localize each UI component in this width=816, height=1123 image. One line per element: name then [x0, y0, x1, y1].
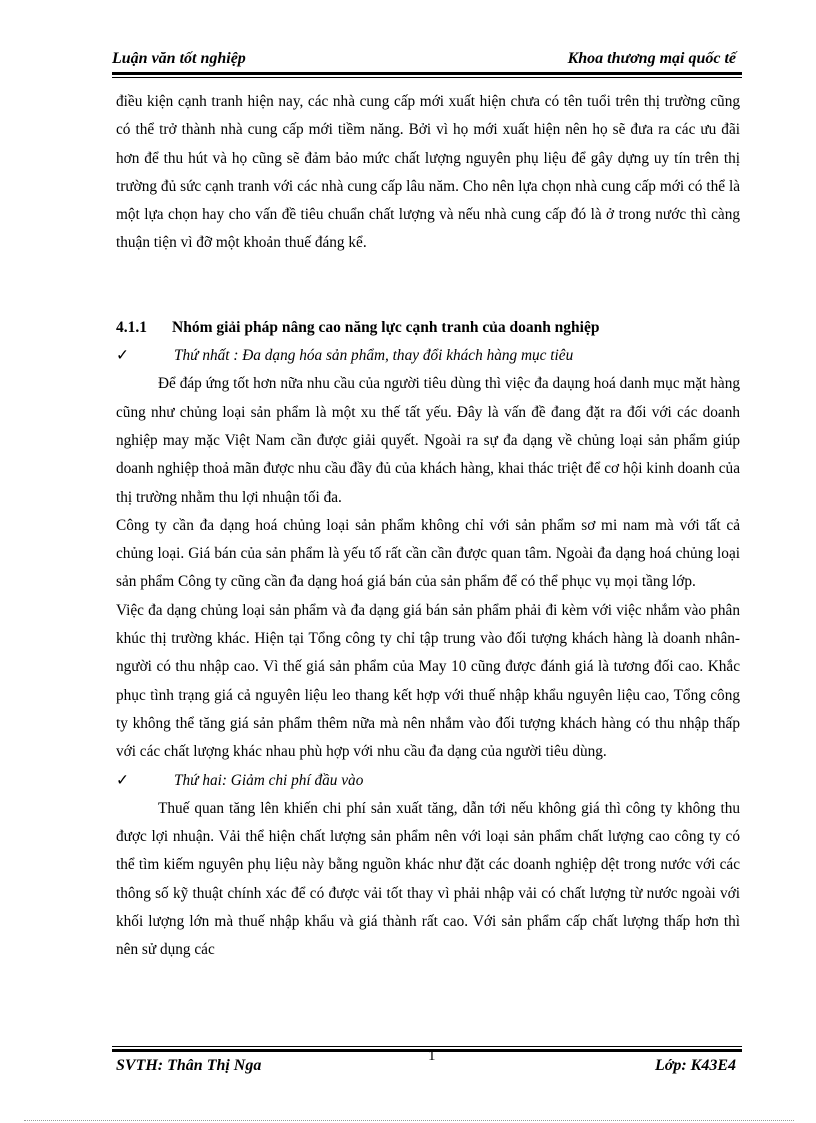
header-rule-thin [112, 77, 742, 78]
bullet-text-first: Thứ nhất : Đa dạng hóa sản phẩm, thay đổi khách hàng mục tiêu [174, 347, 574, 365]
footer-class-code: Lớp: K43E4 [654, 1057, 736, 1074]
footer-student-name: SVTH: Thân Thị Nga [116, 1057, 262, 1074]
checkmark-icon: ✓ [116, 347, 129, 365]
section-title: Nhóm giải pháp nâng cao năng lực cạnh tranh của doanh nghiệp [172, 318, 600, 336]
paragraph-diversification: Để đáp ứng tốt hơn nữa nhu cầu của người tiêu dùng thì việc đa daụng hoá danh mục mặt hàng cũng như chủng loại sản phẩm là một xu thế tất yếu. Đây là vấn đề đang đặt ra đối với các doanh nghiệp may mặc Việt Nam cần được giải quyết. Ngoài ra sự đa dạng về chủng loại sản phẩm giúp doanh nghiệp thoả mãn được nhu cầu đầy đủ của khách hàng, khai thác triệt để cơ hội kinh doanh của thị trường nhằm thu lợi nhuận tối đa. [116, 375, 740, 506]
page-number: 1 [428, 1048, 436, 1064]
header-thesis-title: Luận văn tốt nghiệp [112, 50, 246, 67]
page-header [112, 46, 740, 70]
page-footer [116, 1048, 740, 1078]
bullet-item-first [116, 342, 740, 370]
header-faculty-name: Khoa thương mại quốc tế [567, 50, 736, 67]
checkmark-icon: ✓ [116, 771, 129, 789]
page-boundary-line [24, 1120, 794, 1121]
paragraph-market-segment: Việc đa dạng chủng loại sản phẩm và đa dạng giá bán sản phẩm phải đi kèm với việc nhắm vào phân khúc thị trường khác. Hiện tại Tổng công ty chỉ tập trung vào đối tượng khách hàng là doanh nhân- người có thu nhập cao. Vì thế giá sản phẩm của May 10 cũng được đánh giá là tương đối cao. Khắc phục tình trạng giá cả nguyên liệu leo thang kết hợp với thuế nhập khẩu nguyên liệu cao, Tổng công ty không thể tăng giá sản phẩm thêm nữa mà nên nhắm vào đối tượng khách hàng có thu nhập thấp với các chất lượng khác nhau phù hợp với nhu cầu đa dạng của người tiêu dùng. [116, 601, 740, 761]
bullet-text-second: Thứ hai: Giảm chi phí đầu vào [174, 771, 364, 789]
section-number: 4.1.1 [116, 318, 147, 336]
footer-rule-thin [112, 1046, 742, 1047]
body-content [116, 88, 740, 965]
footer-rule-thick [112, 1049, 742, 1052]
paragraph-product-range: Công ty cần đa dạng hoá chủng loại sản phẩm không chỉ với sản phẩm sơ mi nam mà với tất cả chủng loại. Giá bán của sản phẩm là yếu tố rất cần cần được quan tâm. Ngoài đa dạng hoá chủng loại sản phẩm Công ty cũng cần đa dạng hoá giá bán của sản phẩm để có thể phục vụ mọi tầng lớp. [116, 516, 740, 591]
header-rule-thick [112, 72, 742, 75]
paragraph-intro: điều kiện cạnh tranh hiện nay, các nhà cung cấp mới xuất hiện chưa có tên tuổi trên thị trường cũng có thể trở thành nhà cung cấp mới tiềm năng. Bởi vì họ mới xuất hiện nên họ sẽ đưa ra các ưu đãi hơn để thu hút và họ cũng sẽ đảm bảo mức chất lượng nguyên phụ liệu để gây dựng uy tín trên thị trường đủ sức cạnh tranh với các nhà cung cấp lâu năm. Cho nên lựa chọn nhà cung cấp mới có thể là một lựa chọn hay cho vấn đề tiêu chuẩn chất lượng và nếu nhà cung cấp đó là ở trong nước thì càng thuận tiện vì đỡ một khoản thuế đáng kể. [116, 93, 740, 252]
bullet-item-second [116, 767, 740, 795]
paragraph-input-costs: Thuế quan tăng lên khiến chi phí sản xuất tăng, dẫn tới nếu không giá thì công ty không thu được lợi nhuận. Vải thể hiện chất lượng sản phẩm nên với loại sản phẩm chất lượng cao công ty có thể tìm kiếm nguyên phụ liệu này bằng nguồn khác như đặt các doanh nghiệp dệt trong nước với các thông số kỹ thuật chính xác để có được vải tốt thay vì phải nhập vải có chất lượng từ nước ngoài với khối lượng lớn mà thuế nhập khẩu và giá thành rất cao. Với sản phẩm cấp chất lượng thấp hơn thì nên sử dụng các [116, 799, 740, 959]
section-spacer [116, 258, 740, 314]
section-heading [116, 314, 740, 342]
